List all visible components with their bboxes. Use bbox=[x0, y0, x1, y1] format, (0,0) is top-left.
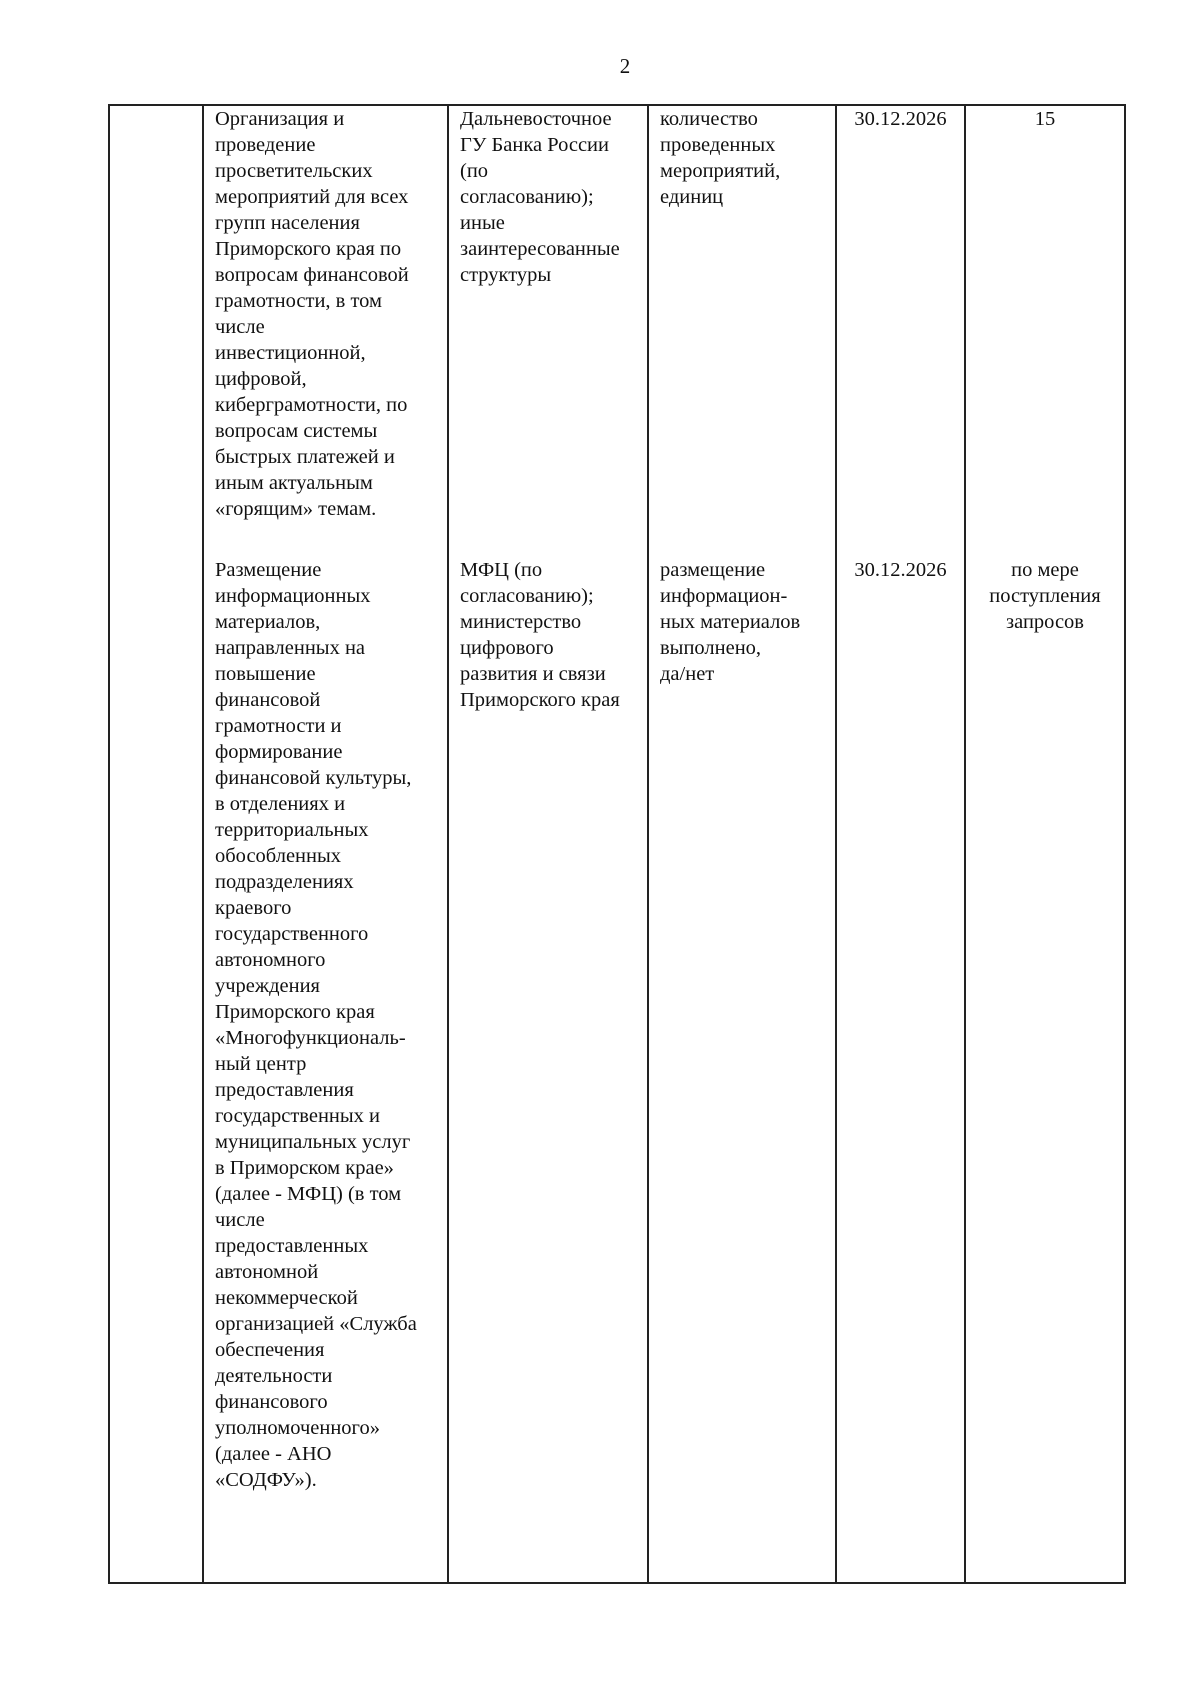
event-cell bbox=[203, 105, 448, 522]
executor-cell bbox=[448, 522, 648, 1583]
indicator-text: количество проведенных мероприятий, единиц bbox=[660, 108, 781, 208]
value-cell bbox=[965, 105, 1125, 522]
deadline-text: 30.12.2026 bbox=[854, 559, 947, 581]
deadline-cell bbox=[836, 105, 965, 522]
value-cell bbox=[965, 522, 1125, 1583]
value-text: 15 bbox=[1034, 108, 1056, 130]
page-number: 2 bbox=[619, 54, 631, 78]
indicator-cell bbox=[648, 522, 836, 1583]
event-cell bbox=[203, 522, 448, 1583]
indicator-cell bbox=[648, 105, 836, 522]
deadline-cell bbox=[836, 522, 965, 1583]
value-text: по мере поступления запросов bbox=[989, 559, 1101, 633]
table-row bbox=[109, 522, 1125, 1583]
executor-cell bbox=[448, 105, 648, 522]
executor-text: МФЦ (по согласованию); министерство цифрового развития и связи Приморского края bbox=[460, 559, 620, 711]
table-row bbox=[109, 105, 1125, 522]
executor-text: Дальневосточное ГУ Банка России (по согласованию); иные заинтересованные структуры bbox=[460, 108, 620, 286]
row-number-cell bbox=[109, 522, 203, 1583]
measures-table bbox=[108, 104, 1126, 1584]
indicator-text: размещение информацион- ных материалов выполнено, да/нет bbox=[660, 559, 801, 685]
deadline-text: 30.12.2026 bbox=[854, 108, 947, 130]
row-number-cell bbox=[109, 105, 203, 522]
event-text: Размещение информационных материалов, направленных на повышение финансовой грамотности и формирование финансовой культуры, в отделениях и территориальных обособленных подразделениях краевого государственного автономного учреждения Приморского края «Многофункциональ- ный центр предоставления государственных и муниципальных услуг в Приморском крае» (далее - МФЦ) (в том числе предоставленных автономной некоммерческой организацией «Служба обеспечения деятельности финансового уполномоченного» (далее - АНО «СОДФУ»). bbox=[215, 559, 417, 1491]
event-text: Организация и проведение просветительских мероприятий для всех групп населения Приморского края по вопросам финансовой грамотности, в том числе инвестиционной, цифровой, киберграмотности, по вопросам системы быстрых платежей и иным актуальным «горящим» темам. bbox=[215, 108, 409, 520]
